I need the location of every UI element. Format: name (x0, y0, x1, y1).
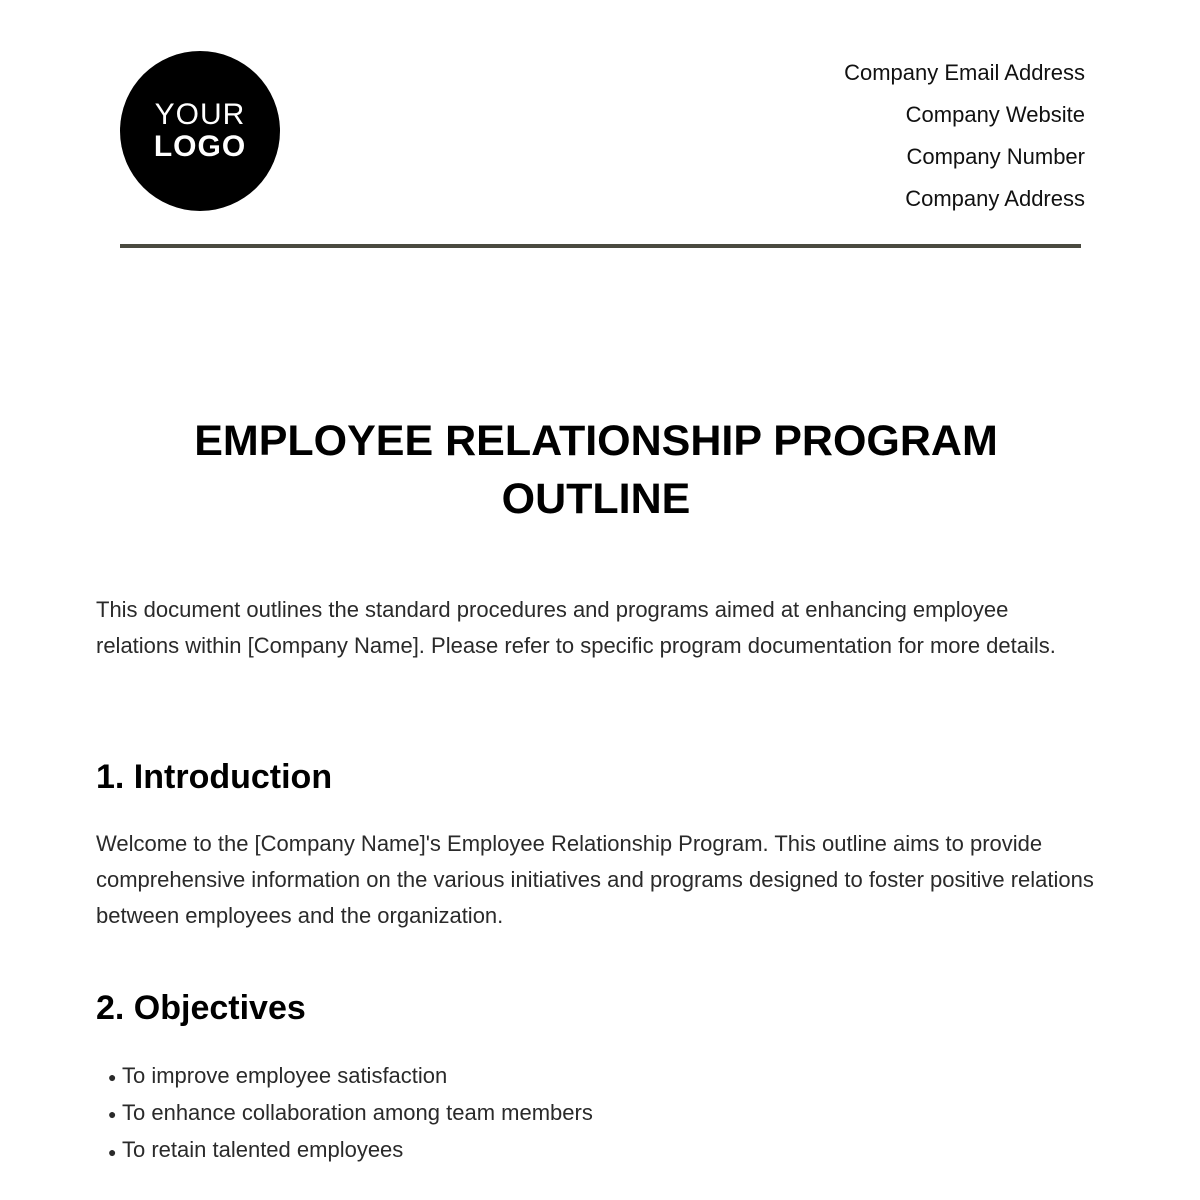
list-item (108, 1095, 593, 1132)
bullet-icon: ● (108, 1069, 117, 1086)
company-website: Company Website (905, 102, 1085, 127)
logo-text-line1: YOUR (154, 98, 246, 131)
objectives-list (108, 1058, 593, 1170)
bullet-icon: ● (108, 1106, 117, 1123)
list-item (108, 1132, 593, 1169)
section-heading-introduction: 1. Introduction (96, 758, 333, 796)
bullet-icon: ● (108, 1143, 117, 1160)
objective-text: To retain talented employees (122, 1137, 404, 1163)
logo-text-line2: LOGO (153, 130, 247, 163)
objective-text: To improve employee satisfaction (122, 1063, 448, 1088)
list-item (108, 1058, 593, 1095)
company-address: Company Address (905, 186, 1085, 211)
company-contact-block (844, 52, 1085, 220)
header-divider (120, 244, 1081, 248)
section-heading-objectives: 2. Objectives (96, 989, 306, 1027)
company-logo (120, 51, 280, 211)
company-email: Company Email Address (844, 60, 1085, 85)
document-title: EMPLOYEE RELATIONSHIP PROGRAM OUTLINE (194, 417, 998, 523)
objective-text: To enhance collaboration among team members (122, 1100, 593, 1126)
intro-paragraph: This document outlines the standard procedures and programs aimed at enhancing employee relations within [Company Name]. Please refer to specific program documentation for more details. (96, 597, 1056, 658)
company-number: Company Number (906, 144, 1085, 169)
introduction-paragraph: Welcome to the [Company Name]'s Employee Relationship Program. This outline aims to provide comprehensive information on the various initiatives and programs designed to foster positive relations between employees and the organization. (96, 831, 1094, 928)
